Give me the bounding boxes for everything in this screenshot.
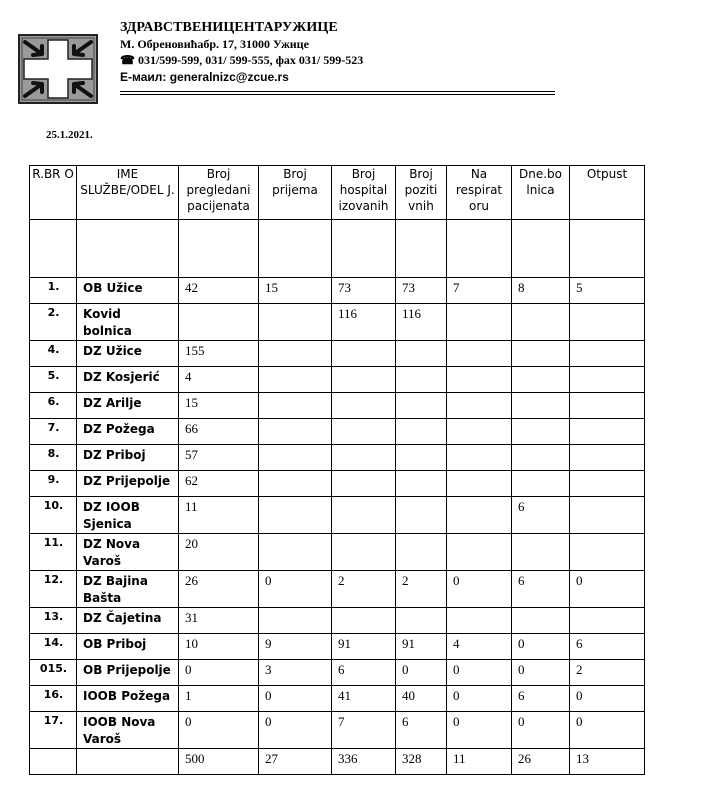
letterhead bbox=[120, 20, 363, 85]
cell-positive: 0 bbox=[396, 660, 447, 686]
cell-discharge: 0 bbox=[570, 712, 645, 749]
cell-examined: 66 bbox=[179, 419, 259, 445]
cell-admissions: 0 bbox=[259, 712, 332, 749]
unit-name: DZ Arilje bbox=[77, 393, 179, 419]
cell-positive bbox=[396, 367, 447, 393]
total-examined: 500 bbox=[179, 749, 259, 775]
institution-email: Е-маил: generalnizc@zcue.rs bbox=[120, 70, 289, 84]
row-number: 9. bbox=[30, 471, 77, 497]
cell-respirator: 0 bbox=[447, 712, 512, 749]
table-row bbox=[30, 686, 645, 712]
cell-hospitalized bbox=[332, 367, 396, 393]
col-header-rbr: R.BR O bbox=[30, 166, 77, 220]
unit-name: DZ Nova Varoš bbox=[77, 534, 179, 571]
table-row bbox=[30, 419, 645, 445]
cell-discharge: 2 bbox=[570, 660, 645, 686]
unit-name: DZ Čajetina bbox=[77, 608, 179, 634]
cell-day-hospital: 0 bbox=[512, 634, 570, 660]
table-row bbox=[30, 304, 645, 341]
cell-positive: 40 bbox=[396, 686, 447, 712]
unit-name: DZ Prijepolje bbox=[77, 471, 179, 497]
cell-admissions bbox=[259, 534, 332, 571]
table-row bbox=[30, 367, 645, 393]
cell-respirator: 4 bbox=[447, 634, 512, 660]
col-header-admissions: Broj prijema bbox=[259, 166, 332, 220]
cell-day-hospital: 0 bbox=[512, 660, 570, 686]
institution-address: М. Обреновићабр. 17, 31000 Ужице bbox=[120, 37, 309, 51]
header-divider bbox=[120, 91, 555, 92]
cell-discharge bbox=[570, 341, 645, 367]
cell-admissions bbox=[259, 497, 332, 534]
cell-admissions bbox=[259, 608, 332, 634]
cell-positive bbox=[396, 419, 447, 445]
cell-examined: 26 bbox=[179, 571, 259, 608]
cell-admissions bbox=[259, 393, 332, 419]
table-row bbox=[30, 634, 645, 660]
col-header-name: IME SLUŽBE/ODEL J. bbox=[77, 166, 179, 220]
cell-admissions bbox=[259, 445, 332, 471]
cell-examined: 57 bbox=[179, 445, 259, 471]
row-number: 5. bbox=[30, 367, 77, 393]
cell-respirator bbox=[447, 534, 512, 571]
cell-respirator bbox=[447, 419, 512, 445]
cell-positive: 116 bbox=[396, 304, 447, 341]
cell-positive: 6 bbox=[396, 712, 447, 749]
row-number: 17. bbox=[30, 712, 77, 749]
col-header-hospitalized: Broj hospital izovanih bbox=[332, 166, 396, 220]
table-row bbox=[30, 445, 645, 471]
cell-day-hospital: 8 bbox=[512, 278, 570, 304]
cell-hospitalized bbox=[332, 471, 396, 497]
cell-hospitalized bbox=[332, 341, 396, 367]
cell-hospitalized: 73 bbox=[332, 278, 396, 304]
unit-name: Kovid bolnica bbox=[77, 304, 179, 341]
row-number: 7. bbox=[30, 419, 77, 445]
cell-hospitalized: 7 bbox=[332, 712, 396, 749]
cell-discharge bbox=[570, 304, 645, 341]
table-row bbox=[30, 534, 645, 571]
table-row bbox=[30, 471, 645, 497]
cell-day-hospital: 6 bbox=[512, 497, 570, 534]
col-header-day-hospital: Dne.bo lnica bbox=[512, 166, 570, 220]
cell-admissions bbox=[259, 471, 332, 497]
cell-discharge: 5 bbox=[570, 278, 645, 304]
cell-discharge: 0 bbox=[570, 686, 645, 712]
cell-examined: 42 bbox=[179, 278, 259, 304]
table-row bbox=[30, 278, 645, 304]
cell-day-hospital bbox=[512, 445, 570, 471]
cell-respirator bbox=[447, 445, 512, 471]
table-row bbox=[30, 341, 645, 367]
health-center-logo bbox=[18, 34, 98, 104]
cell-positive: 91 bbox=[396, 634, 447, 660]
cell-respirator bbox=[447, 304, 512, 341]
unit-name: DZ Užice bbox=[77, 341, 179, 367]
cell-day-hospital bbox=[512, 419, 570, 445]
unit-name: OB Priboj bbox=[77, 634, 179, 660]
blank-row bbox=[30, 220, 645, 278]
cell-hospitalized: 2 bbox=[332, 571, 396, 608]
cell-respirator bbox=[447, 393, 512, 419]
cell-positive: 2 bbox=[396, 571, 447, 608]
table-row bbox=[30, 571, 645, 608]
cell-discharge bbox=[570, 497, 645, 534]
cell-discharge: 6 bbox=[570, 634, 645, 660]
report-table bbox=[29, 165, 645, 775]
cell-hospitalized bbox=[332, 534, 396, 571]
cell-admissions: 0 bbox=[259, 571, 332, 608]
unit-name: OB Užice bbox=[77, 278, 179, 304]
cell-examined: 1 bbox=[179, 686, 259, 712]
unit-name: IOOB Požega bbox=[77, 686, 179, 712]
cell-admissions: 3 bbox=[259, 660, 332, 686]
col-header-positive: Broj poziti vnih bbox=[396, 166, 447, 220]
cell-discharge bbox=[570, 393, 645, 419]
cell-hospitalized: 116 bbox=[332, 304, 396, 341]
cell-discharge: 0 bbox=[570, 571, 645, 608]
header-divider-2 bbox=[120, 94, 555, 95]
table-row bbox=[30, 497, 645, 534]
header-row bbox=[30, 166, 645, 220]
cell-examined: 62 bbox=[179, 471, 259, 497]
cell-discharge bbox=[570, 419, 645, 445]
cell-admissions bbox=[259, 419, 332, 445]
cell-hospitalized bbox=[332, 497, 396, 534]
total-positive: 328 bbox=[396, 749, 447, 775]
totals-empty-cell bbox=[77, 749, 179, 775]
cell-positive bbox=[396, 341, 447, 367]
cell-discharge bbox=[570, 471, 645, 497]
table-row bbox=[30, 660, 645, 686]
cell-admissions bbox=[259, 341, 332, 367]
cell-examined: 155 bbox=[179, 341, 259, 367]
cell-hospitalized bbox=[332, 419, 396, 445]
row-number: 12. bbox=[30, 571, 77, 608]
row-number: 13. bbox=[30, 608, 77, 634]
cell-admissions: 15 bbox=[259, 278, 332, 304]
unit-name: DZ Požega bbox=[77, 419, 179, 445]
cell-respirator bbox=[447, 497, 512, 534]
cell-respirator: 0 bbox=[447, 571, 512, 608]
cell-respirator: 0 bbox=[447, 686, 512, 712]
cell-discharge bbox=[570, 608, 645, 634]
cell-day-hospital bbox=[512, 393, 570, 419]
total-day-hospital: 26 bbox=[512, 749, 570, 775]
cell-positive bbox=[396, 393, 447, 419]
cell-discharge bbox=[570, 534, 645, 571]
row-number: 1. bbox=[30, 278, 77, 304]
cell-respirator: 7 bbox=[447, 278, 512, 304]
row-number: 015. bbox=[30, 660, 77, 686]
cell-day-hospital bbox=[512, 534, 570, 571]
cell-respirator bbox=[447, 341, 512, 367]
cell-hospitalized: 91 bbox=[332, 634, 396, 660]
cell-admissions bbox=[259, 367, 332, 393]
cell-positive bbox=[396, 608, 447, 634]
cell-examined: 31 bbox=[179, 608, 259, 634]
cell-hospitalized bbox=[332, 608, 396, 634]
cell-positive bbox=[396, 497, 447, 534]
report-date: 25.1.2021. bbox=[46, 129, 93, 141]
cell-admissions: 9 bbox=[259, 634, 332, 660]
cell-examined: 15 bbox=[179, 393, 259, 419]
totals-row bbox=[30, 749, 645, 775]
cell-examined: 0 bbox=[179, 712, 259, 749]
cell-hospitalized: 41 bbox=[332, 686, 396, 712]
row-number: 2. bbox=[30, 304, 77, 341]
cell-positive: 73 bbox=[396, 278, 447, 304]
row-number: 8. bbox=[30, 445, 77, 471]
cell-day-hospital: 6 bbox=[512, 571, 570, 608]
cell-respirator bbox=[447, 608, 512, 634]
cell-admissions: 0 bbox=[259, 686, 332, 712]
institution-phones: ☎ 031/599-599, 031/ 599-555, фах 031/ 599-523 bbox=[120, 53, 364, 67]
cell-hospitalized bbox=[332, 445, 396, 471]
table-row bbox=[30, 393, 645, 419]
unit-name: IOOB Nova Varoš bbox=[77, 712, 179, 749]
col-header-discharge: Otpust bbox=[570, 166, 645, 220]
cell-discharge bbox=[570, 445, 645, 471]
row-number: 10. bbox=[30, 497, 77, 534]
cell-day-hospital bbox=[512, 367, 570, 393]
cell-examined: 11 bbox=[179, 497, 259, 534]
cell-examined: 20 bbox=[179, 534, 259, 571]
total-respirator: 11 bbox=[447, 749, 512, 775]
cell-discharge bbox=[570, 367, 645, 393]
cell-respirator bbox=[447, 471, 512, 497]
row-number: 4. bbox=[30, 341, 77, 367]
cell-day-hospital: 0 bbox=[512, 712, 570, 749]
cell-examined: 4 bbox=[179, 367, 259, 393]
cell-positive bbox=[396, 471, 447, 497]
cell-day-hospital bbox=[512, 608, 570, 634]
table-row bbox=[30, 712, 645, 749]
row-number: 14. bbox=[30, 634, 77, 660]
cell-examined bbox=[179, 304, 259, 341]
cell-examined: 10 bbox=[179, 634, 259, 660]
cell-day-hospital bbox=[512, 471, 570, 497]
cell-day-hospital bbox=[512, 304, 570, 341]
totals-empty-cell bbox=[30, 749, 77, 775]
unit-name: DZ Kosjerić bbox=[77, 367, 179, 393]
row-number: 16. bbox=[30, 686, 77, 712]
cell-hospitalized: 6 bbox=[332, 660, 396, 686]
unit-name: DZ Bajina Bašta bbox=[77, 571, 179, 608]
cell-hospitalized bbox=[332, 393, 396, 419]
table-row bbox=[30, 608, 645, 634]
row-number: 6. bbox=[30, 393, 77, 419]
cell-day-hospital: 6 bbox=[512, 686, 570, 712]
total-discharge: 13 bbox=[570, 749, 645, 775]
institution-name: ЗДРАВСТВЕНИЦЕНТАРУЖИЦЕ bbox=[120, 20, 338, 35]
unit-name: DZ Priboj bbox=[77, 445, 179, 471]
col-header-examined: Broj pregledani pacijenata bbox=[179, 166, 259, 220]
total-hospitalized: 336 bbox=[332, 749, 396, 775]
cell-positive bbox=[396, 534, 447, 571]
col-header-respirator: Na respirat oru bbox=[447, 166, 512, 220]
cell-examined: 0 bbox=[179, 660, 259, 686]
cell-positive bbox=[396, 445, 447, 471]
cell-respirator bbox=[447, 367, 512, 393]
unit-name: DZ IOOB Sjenica bbox=[77, 497, 179, 534]
cell-respirator: 0 bbox=[447, 660, 512, 686]
cell-admissions bbox=[259, 304, 332, 341]
unit-name: OB Prijepolje bbox=[77, 660, 179, 686]
total-admissions: 27 bbox=[259, 749, 332, 775]
row-number: 11. bbox=[30, 534, 77, 571]
cell-day-hospital bbox=[512, 341, 570, 367]
